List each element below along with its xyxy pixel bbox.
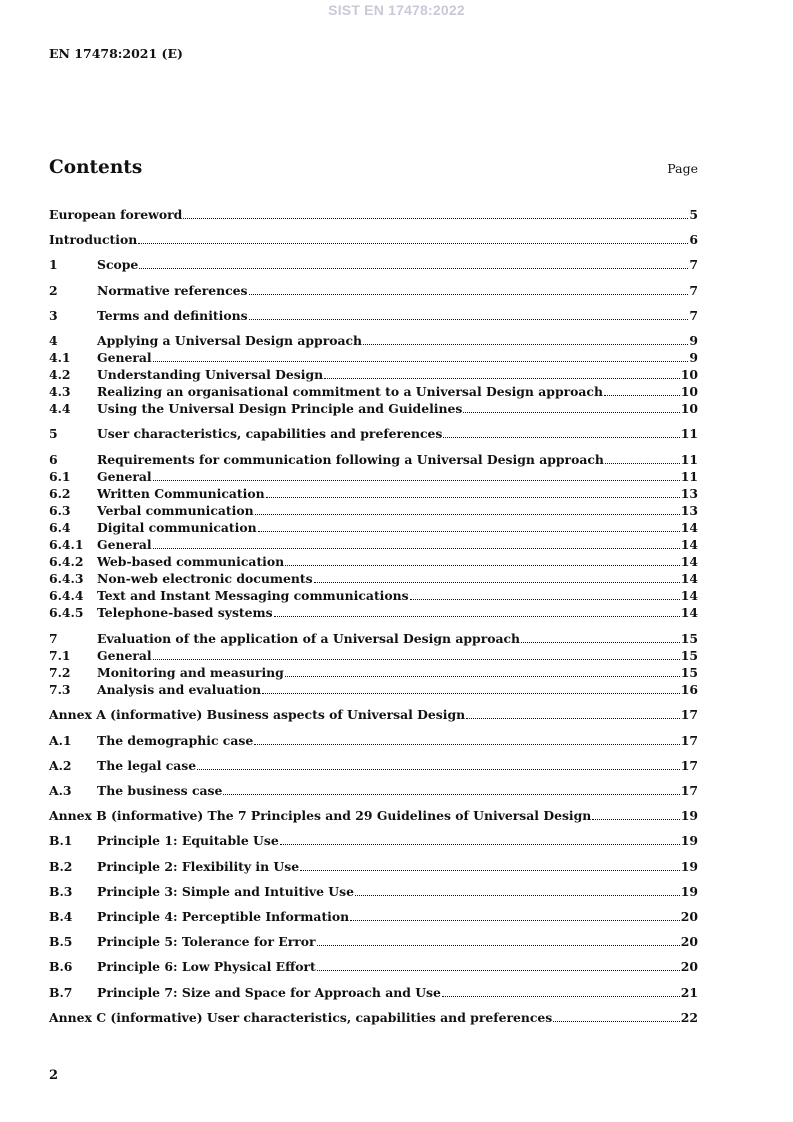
toc-entry-title: Terms and definitions — [97, 308, 248, 323]
toc-entry-number: 7 — [49, 631, 58, 646]
toc-entry-page: 14 — [680, 571, 698, 586]
toc-entry-page: 17 — [680, 758, 698, 773]
toc-leader-dots — [285, 564, 680, 566]
toc-entry[interactable] — [49, 932, 698, 949]
toc-entry-title: Principle 6: Low Physical Effort — [97, 959, 316, 974]
toc-entry-title: Principle 5: Tolerance for Error — [97, 934, 316, 949]
toc-entry-page: 14 — [680, 537, 698, 552]
toc-entry-page: 9 — [689, 350, 698, 365]
toc-entry[interactable] — [49, 382, 698, 399]
toc-entry-number: 1 — [49, 257, 58, 272]
toc-entry-title: European foreword — [49, 207, 183, 222]
toc-entry-number: 4.1 — [49, 350, 71, 365]
toc-entry-page: 19 — [680, 808, 698, 823]
toc-entry-title: Using the Universal Design Principle and Guidelines — [97, 401, 463, 416]
toc-leader-dots — [443, 436, 679, 438]
toc-entry[interactable] — [49, 552, 698, 569]
toc-entry[interactable] — [49, 348, 698, 365]
toc-entry-page: 6 — [689, 232, 698, 247]
footer-page-number: 2 — [49, 1068, 59, 1083]
toc-entry[interactable] — [49, 756, 698, 773]
toc-entry[interactable] — [49, 484, 698, 501]
toc-entry-number: A.1 — [49, 733, 72, 748]
toc-entry-title: Digital communication — [97, 520, 257, 535]
toc-entry-number: 6.4.1 — [49, 537, 84, 552]
toc-entry[interactable] — [49, 535, 698, 552]
toc-entry[interactable] — [49, 957, 698, 974]
toc-entry-page: 15 — [680, 665, 698, 680]
toc-entry-page: 15 — [680, 648, 698, 663]
toc-entry[interactable] — [49, 731, 698, 748]
toc-entry-page: 13 — [680, 486, 698, 501]
toc-entry-page: 10 — [680, 367, 698, 382]
toc-entry-title: The demographic case — [97, 733, 254, 748]
toc-entry[interactable] — [49, 586, 698, 603]
toc-entry-number: 4.3 — [49, 384, 71, 399]
toc-entry-title: Principle 2: Flexibility in Use — [97, 859, 300, 874]
toc-leader-dots — [249, 318, 689, 320]
toc-entry[interactable] — [49, 306, 698, 323]
toc-entry-title: Text and Instant Messaging communications — [97, 588, 409, 603]
toc-leader-dots — [521, 641, 680, 643]
toc-entry-title: Annex B (informative) The 7 Principles and 29 Guidelines of Universal Design — [49, 808, 592, 823]
toc-leader-dots — [258, 530, 680, 532]
toc-entry[interactable] — [49, 983, 698, 1000]
toc-entry[interactable] — [49, 230, 698, 247]
toc-entry[interactable] — [49, 781, 698, 798]
toc-entry-title: Principle 3: Simple and Intuitive Use — [97, 884, 354, 899]
toc-entry-page: 7 — [689, 257, 698, 272]
toc-entry-page: 11 — [680, 426, 698, 441]
toc-entry-page: 19 — [680, 859, 698, 874]
toc-entry-number: 7.3 — [49, 682, 71, 697]
toc-entry[interactable] — [49, 518, 698, 535]
toc-entry[interactable] — [49, 629, 698, 646]
toc-entry-page: 20 — [680, 909, 698, 924]
toc-entry-number: B.1 — [49, 833, 73, 848]
toc-leader-dots — [317, 969, 680, 971]
toc-entry[interactable] — [49, 882, 698, 899]
toc-leader-dots — [604, 394, 680, 396]
toc-entry-title: The legal case — [97, 758, 197, 773]
toc-leader-dots — [223, 793, 679, 795]
toc-entry[interactable] — [49, 603, 698, 620]
toc-entry-number: B.5 — [49, 934, 73, 949]
toc-leader-dots — [280, 843, 680, 845]
toc-entry-title: Annex C (informative) User characteristics, capabilities and preferences — [49, 1010, 553, 1025]
toc-entry-number: 6.4.2 — [49, 554, 84, 569]
toc-leader-dots — [153, 360, 689, 362]
toc-entry-title: The business case — [97, 783, 223, 798]
toc-entry[interactable] — [49, 663, 698, 680]
toc-entry-page: 22 — [680, 1010, 698, 1025]
toc-entry-number: 6.3 — [49, 503, 71, 518]
toc-entry-number: B.4 — [49, 909, 73, 924]
toc-entry-number: 2 — [49, 283, 58, 298]
toc-leader-dots — [139, 267, 688, 269]
toc-entry-number: B.3 — [49, 884, 73, 899]
toc-entry-title: Monitoring and measuring — [97, 665, 284, 680]
toc-leader-dots — [153, 479, 680, 481]
toc-entry[interactable] — [49, 467, 698, 484]
toc-entry[interactable] — [49, 907, 698, 924]
toc-entry-number: B.2 — [49, 859, 73, 874]
toc-leader-dots — [197, 768, 680, 770]
toc-entry-page: 10 — [680, 384, 698, 399]
toc-entry-title: General — [97, 469, 152, 484]
toc-entry-title: Understanding Universal Design — [97, 367, 324, 382]
toc-entry-title: User characteristics, capabilities and preferences — [97, 426, 443, 441]
toc-leader-dots — [350, 919, 680, 921]
toc-entry-number: 6.4.4 — [49, 588, 84, 603]
toc-entry-page: 15 — [680, 631, 698, 646]
toc-entry-page: 11 — [680, 469, 698, 484]
toc-entry[interactable] — [49, 424, 698, 441]
page-column-label: Page — [667, 161, 698, 176]
toc-entry-title: Annex A (informative) Business aspects of Universal Design — [49, 707, 466, 722]
toc-leader-dots — [274, 615, 680, 617]
toc-entry[interactable] — [49, 331, 698, 348]
toc-leader-dots — [300, 869, 680, 871]
toc-leader-dots — [592, 818, 679, 820]
toc-entry[interactable] — [49, 281, 698, 298]
toc-entry-title: Analysis and evaluation — [97, 682, 262, 697]
document-id: EN 17478:2021 (E) — [49, 46, 183, 61]
toc-entry[interactable] — [49, 831, 698, 848]
toc-entry-title: Scope — [97, 257, 139, 272]
toc-entry-title: Principle 1: Equitable Use — [97, 833, 279, 848]
toc-entry-number: 6.4.5 — [49, 605, 84, 620]
toc-entry[interactable] — [49, 501, 698, 518]
page-title: Contents — [49, 157, 143, 178]
toc-entry-title: Telephone-based systems — [97, 605, 273, 620]
toc-leader-dots — [153, 658, 680, 660]
toc-entry[interactable] — [49, 857, 698, 874]
toc-entry-page: 16 — [680, 682, 698, 697]
toc-entry-page: 11 — [680, 452, 698, 467]
toc-entry-title: Web-based communication — [97, 554, 285, 569]
toc-leader-dots — [266, 496, 680, 498]
toc-leader-dots — [466, 717, 680, 719]
toc-leader-dots — [249, 293, 689, 295]
toc-entry[interactable] — [49, 680, 698, 697]
toc-leader-dots — [262, 692, 680, 694]
toc-entry-title: Realizing an organisational commitment to a Universal Design approach — [97, 384, 603, 399]
toc-leader-dots — [254, 743, 680, 745]
toc-entry[interactable] — [49, 450, 698, 467]
toc-entry-number: 6.4 — [49, 520, 71, 535]
toc-entry-number: 3 — [49, 308, 58, 323]
toc-entry-page: 13 — [680, 503, 698, 518]
toc-entry[interactable] — [49, 1008, 698, 1025]
toc-entry-title: Principle 7: Size and Space for Approach and Use — [97, 985, 441, 1000]
toc-entry-number: A.3 — [49, 783, 72, 798]
toc-entry[interactable] — [49, 399, 698, 416]
toc-entry-title: Requirements for communication following a Universal Design approach — [97, 452, 604, 467]
toc-leader-dots — [355, 894, 680, 896]
toc-entry-number: 6.2 — [49, 486, 71, 501]
toc-entry-number: A.2 — [49, 758, 72, 773]
toc-entry-page: 19 — [680, 884, 698, 899]
toc-leader-dots — [183, 217, 688, 219]
toc-entry-page: 17 — [680, 733, 698, 748]
toc-entry[interactable] — [49, 255, 698, 272]
toc-leader-dots — [463, 411, 679, 413]
toc-entry-page: 7 — [689, 283, 698, 298]
toc-entry-title: Introduction — [49, 232, 138, 247]
toc-entry-number: 5 — [49, 426, 58, 441]
toc-entry-page: 17 — [680, 783, 698, 798]
toc-leader-dots — [255, 513, 680, 515]
toc-entry-page: 21 — [680, 985, 698, 1000]
toc-entry-number: 6.4.3 — [49, 571, 84, 586]
toc-entry-title: Written Communication — [97, 486, 265, 501]
toc-leader-dots — [410, 598, 680, 600]
toc-entry[interactable] — [49, 205, 698, 222]
toc-entry[interactable] — [49, 646, 698, 663]
toc-entry-number: 4.2 — [49, 367, 71, 382]
toc-leader-dots — [153, 547, 680, 549]
toc-leader-dots — [553, 1020, 679, 1022]
toc-entry-title: General — [97, 350, 152, 365]
toc-entry-page: 7 — [689, 308, 698, 323]
toc-leader-dots — [363, 343, 688, 345]
toc-entry-title: Verbal communication — [97, 503, 254, 518]
toc-leader-dots — [317, 944, 680, 946]
toc-entry-number: 4.4 — [49, 401, 71, 416]
toc-entry-title: General — [97, 648, 152, 663]
toc-entry-page: 10 — [680, 401, 698, 416]
toc-entry-number: 7.1 — [49, 648, 71, 663]
toc-leader-dots — [442, 995, 680, 997]
toc-entry-page: 17 — [680, 707, 698, 722]
toc-entry-page: 14 — [680, 520, 698, 535]
toc-leader-dots — [285, 675, 680, 677]
toc-leader-dots — [324, 377, 680, 379]
toc-entry-number: 7.2 — [49, 665, 71, 680]
toc-entry[interactable] — [49, 569, 698, 586]
toc-entry-number: B.7 — [49, 985, 73, 1000]
toc-entry-page: 14 — [680, 605, 698, 620]
toc-entry-page: 5 — [689, 207, 698, 222]
toc-entry-title: Principle 4: Perceptible Information — [97, 909, 350, 924]
toc-entry-page: 20 — [680, 934, 698, 949]
toc-entry[interactable] — [49, 806, 698, 823]
toc-entry-title: Non-web electronic documents — [97, 571, 313, 586]
toc-entry-page: 9 — [689, 333, 698, 348]
toc-entry-title: Evaluation of the application of a Universal Design approach — [97, 631, 521, 646]
toc-entry-number: B.6 — [49, 959, 73, 974]
toc-entry[interactable] — [49, 365, 698, 382]
toc-leader-dots — [605, 462, 680, 464]
watermark: SIST EN 17478:2022 — [328, 2, 465, 18]
toc-entry-title: Applying a Universal Design approach — [97, 333, 363, 348]
toc-entry-title: Normative references — [97, 283, 248, 298]
toc-entry[interactable] — [49, 705, 698, 722]
toc-entry-number: 6 — [49, 452, 58, 467]
toc-leader-dots — [138, 242, 688, 244]
toc-entry-page: 14 — [680, 588, 698, 603]
toc-entry-page: 20 — [680, 959, 698, 974]
toc-entry-title: General — [97, 537, 152, 552]
toc-leader-dots — [314, 581, 680, 583]
toc-entry-page: 19 — [680, 833, 698, 848]
toc-entry-number: 4 — [49, 333, 58, 348]
toc-entry-page: 14 — [680, 554, 698, 569]
toc-entry-number: 6.1 — [49, 469, 71, 484]
